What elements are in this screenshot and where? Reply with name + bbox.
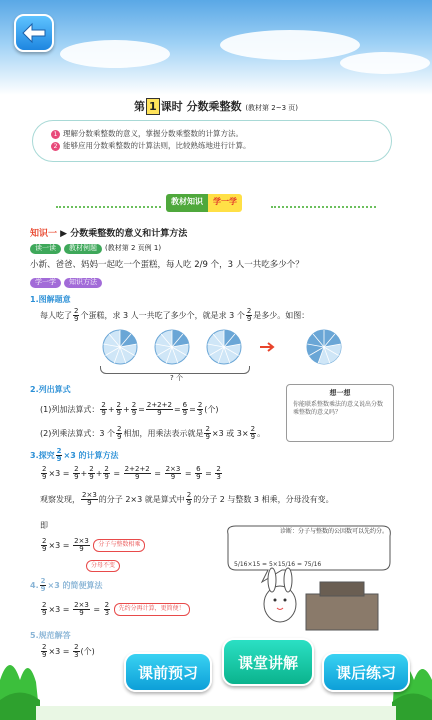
pre-class-button[interactable]: 课前预习 — [124, 652, 212, 692]
observation-text: 观察发现， $\frac{2\times 3}{9}$ 的分子 2×3 就是算式中 $\frac{2}{9}$ 的分子 2 与整数 3 相乘，分母没有变。 — [40, 491, 334, 507]
step-heading: 5.规范解答 — [30, 631, 71, 640]
simplify-note: 先约分再计算，更简便！ — [114, 603, 190, 615]
step-heading: 1.图解题意 — [30, 295, 71, 304]
knowledge-title: 知识一 ▶ 分数乘整数的意义和计算方法 — [30, 229, 188, 239]
in-class-button[interactable]: 课堂讲解 — [222, 638, 314, 686]
problem-text: 小新、爸爸、妈妈一起吃一个蛋糕，每人吃 2/9 个，3 人一共吃多少个？ — [30, 260, 304, 270]
step-heading: 2.列出算式 — [30, 385, 71, 394]
brace-label: ? 个 — [170, 374, 183, 382]
back-button[interactable] — [14, 14, 54, 52]
step-heading: 3.探究 $\frac{2}{9}$ ×3 的计算方法 — [30, 447, 119, 463]
rabbit-illustration — [222, 524, 394, 636]
cloud — [60, 40, 170, 68]
brace — [100, 366, 250, 374]
cloud — [220, 30, 360, 60]
cloud — [340, 52, 430, 74]
step-heading: 4. $\frac{2}{9}$ ×3 的简便算法 — [30, 577, 103, 593]
step1-text: 每人吃了 $\frac{2}{9}$ 个蛋糕，求 3 人一共吃了多少个，就是求 3 个 $\frac{2}{9}$ 是多少。如图： — [40, 307, 310, 323]
svg-text:5/16×15 = 5×15/16 = 75/16: 5/16×15 = 5×15/16 = 75/16 — [234, 561, 322, 568]
tag-row: 读一读 教材例题 (教材第 2 页例 1) — [30, 244, 161, 254]
learning-goals — [32, 120, 392, 162]
tag-row: 学一学 知识方法 — [30, 278, 105, 288]
divider — [56, 206, 161, 209]
lesson-title: 第 1 课时 分数乘整数 (教材第 2~3 页) — [26, 98, 406, 115]
after-class-button[interactable]: 课后练习 — [322, 652, 410, 692]
section-banner: 教材知识 学一学 — [166, 194, 266, 212]
textbook-page — [26, 90, 406, 659]
addition-formula: (1)列加法算式： $\frac{2}{9}$ + $\frac{2}{9}$ + $\frac{2}{9}$ = $\frac{2+2+2}{9}$ = $\frac{6}{9}$ = $\frac{2}{3}$ (个) — [40, 401, 219, 417]
think-box: 想一想 你能联系整数乘法的意义说出分数乘整数的意义吗？ — [286, 384, 394, 442]
rule-note-2: 分母不变 — [86, 560, 120, 572]
step3-equation: $\frac{2}{9}$ ×3 = $\frac{2}{9}$ + $\frac{2}{9}$ + $\frac{2}{9}$ = $\frac{2+2+2}{9}$ = $\frac{2\times 3}{9}$ = $\frac{6}{9}$ = $\frac{2}{3}$ — [42, 465, 221, 481]
rule-note: 分子与整数相乘 — [93, 539, 145, 551]
rule-formula: $\frac{2}{9}$ ×3 = $\frac{2\times 3}{9}$ 分子与整数相乘 — [40, 538, 145, 553]
ji-label: 即 — [40, 521, 48, 530]
final-answer: $\frac{2}{9}$ ×3 = $\frac{2}{3}$ (个) — [42, 643, 95, 659]
multiplication-formula: (2)列乘法算式：3 个 $\frac{2}{9}$ 相加，用乘法表示就是 $\frac{2}{9}$ ×3 或 3× $\frac{2}{9}$ 。 — [40, 425, 266, 441]
pie-diagram — [100, 328, 360, 366]
goal-item: 2 能够应用分数乘整数的计算法则，比较熟练地进行计算。 — [51, 141, 373, 152]
simplified-formula: $\frac{2}{9}$ ×3 = $\frac{2\times 3}{9}$ = $\frac{2}{3}$ 先约分再计算，更简便！ — [40, 602, 190, 617]
goal-item: 1 理解分数乘整数的意义，掌握分数乘整数的计算方法。 — [51, 129, 373, 140]
bubble-text: 诊断：分子与整数的公因数可以先约分。 — [280, 528, 389, 535]
back-arrow-icon — [21, 22, 47, 44]
divider — [271, 206, 376, 209]
